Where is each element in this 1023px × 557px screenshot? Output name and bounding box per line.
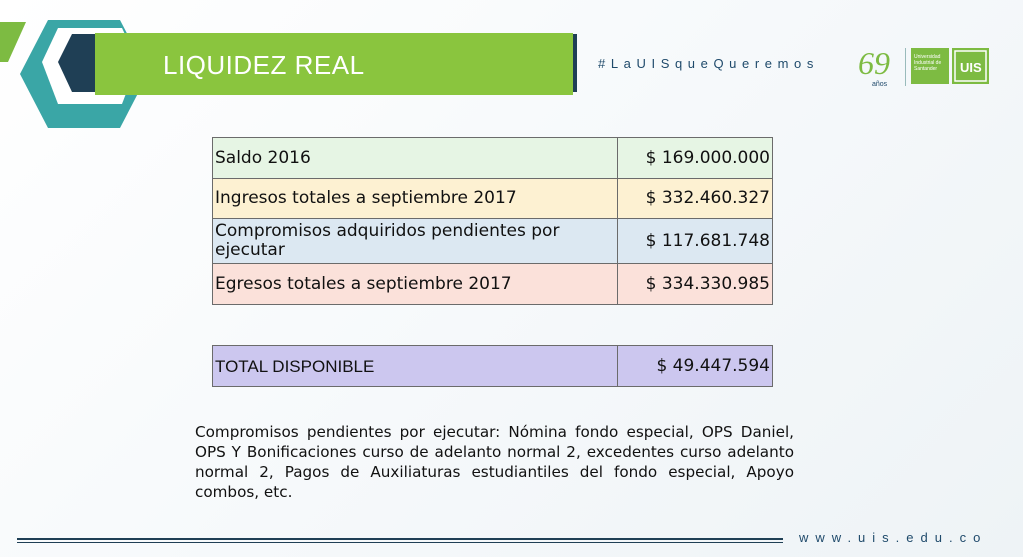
row-label: Ingresos totales a septiembre 2017 bbox=[213, 179, 618, 219]
table-row bbox=[213, 264, 773, 305]
anniversary-number: 69 bbox=[858, 45, 890, 81]
row-label: Egresos totales a septiembre 2017 bbox=[213, 264, 618, 305]
row-amount: $ 169.000.000 bbox=[618, 138, 773, 179]
page-title: LIQUIDEZ REAL bbox=[163, 50, 365, 80]
university-name-2: Industrial de bbox=[914, 60, 942, 66]
footer-url: www.uis.edu.co bbox=[799, 530, 988, 545]
logo-separator bbox=[905, 48, 906, 86]
row-label: Compromisos adquiridos pendientes por ejecutar bbox=[213, 219, 618, 264]
university-name-3: Santander bbox=[914, 66, 938, 72]
row-amount: $ 117.681.748 bbox=[618, 219, 773, 264]
university-logo bbox=[911, 48, 949, 84]
uis-logo-text: UIS bbox=[960, 60, 982, 75]
table-row bbox=[213, 219, 773, 264]
total-amount: $ 49.447.594 bbox=[618, 346, 773, 387]
pending-commitments-note: Compromisos pendientes por ejecutar: Nómina fondo especial, OPS Daniel, OPS Y Bonificaciones curso de adelanto normal 2, excedentes curso adelanto normal 2, Pagos de Auxiliaturas estudiantiles del fondo especial, Apoyo combos, etc. bbox=[195, 423, 794, 501]
liquidity-table bbox=[212, 137, 773, 305]
footer-divider-thin bbox=[17, 542, 783, 543]
hashtag-text: #LaUISqueQueremos bbox=[598, 56, 819, 71]
title-divider bbox=[573, 34, 577, 92]
anniversary-logo bbox=[856, 44, 904, 88]
row-label: Saldo 2016 bbox=[213, 138, 618, 179]
green-accent-shape bbox=[0, 22, 26, 62]
footer-divider bbox=[17, 538, 783, 540]
total-label: TOTAL DISPONIBLE bbox=[213, 346, 618, 387]
row-amount: $ 332.460.327 bbox=[618, 179, 773, 219]
university-name-1: Universidad bbox=[914, 54, 941, 60]
row-amount: $ 334.330.985 bbox=[618, 264, 773, 305]
total-table bbox=[212, 345, 773, 387]
anniversary-sub: años bbox=[872, 81, 888, 88]
table-row bbox=[213, 138, 773, 179]
table-row bbox=[213, 179, 773, 219]
uis-logo-icon bbox=[952, 48, 989, 84]
total-row bbox=[213, 346, 773, 387]
